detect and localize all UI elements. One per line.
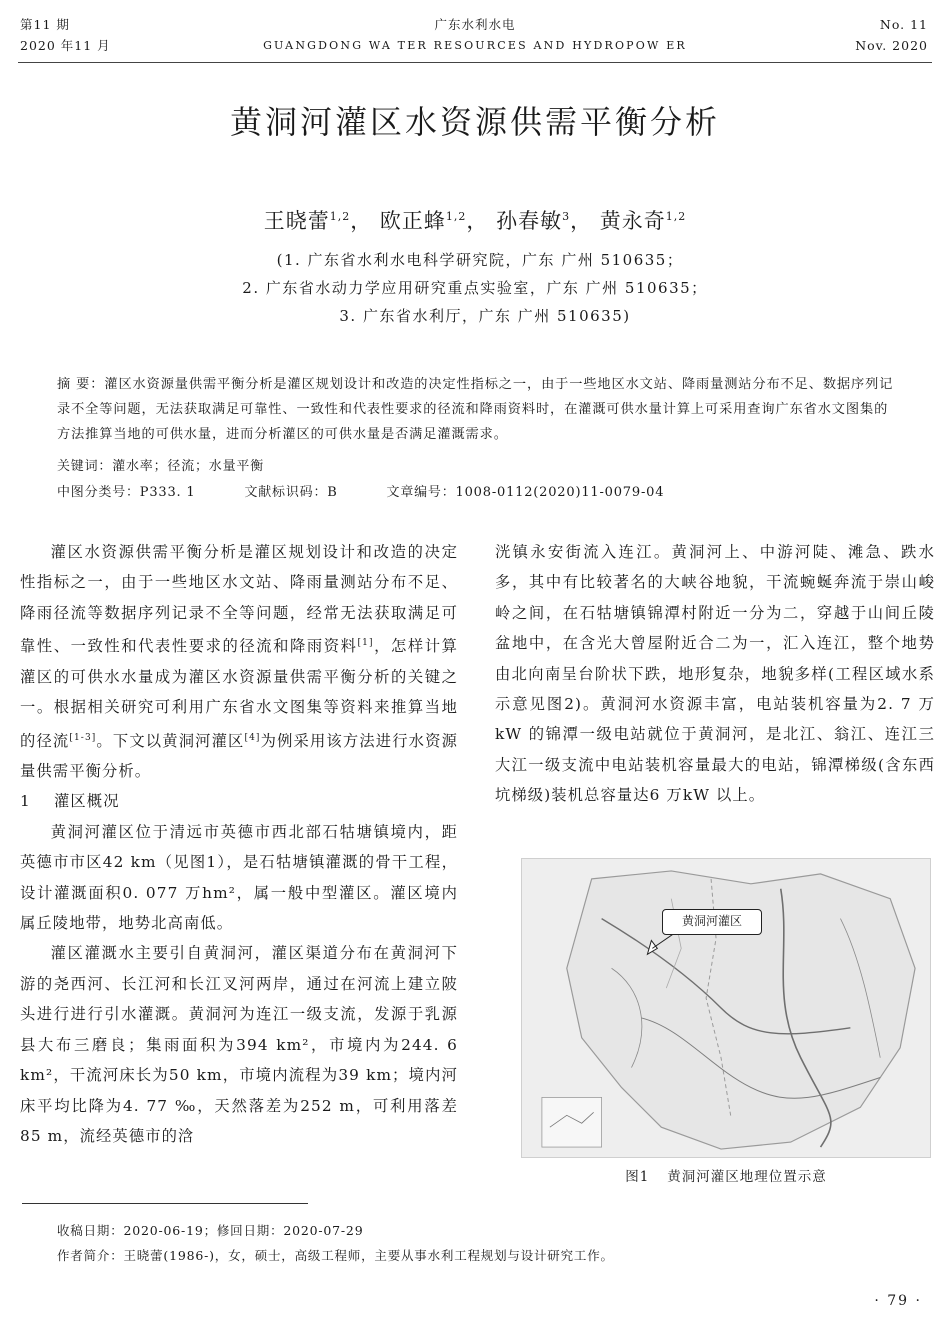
journal-name-cn: 广东水利水电 [434,17,516,32]
paper-title: 黄洞河灌区水资源供需平衡分析 [229,103,720,141]
text-run: ，怎样计算灌区的可供水水量成为灌区水资源量供需平衡分析的关键之一。根据相关研究可利用广东省水文图集等资料来推算当地的径流 [20,637,458,750]
section-title: 灌区概况 [54,792,120,811]
citation: [1-3] [69,732,97,743]
location-map-figure [521,858,931,1158]
issue-month-en: Nov. 2020 [855,38,928,53]
section-number: 1 [20,792,31,811]
figure-caption-text: 黄洞河灌区地理位置示意 [667,1169,827,1185]
body-column-right [495,537,935,811]
affiliation-3: 3. 广东省水利厅，广东 广州 510635) [339,307,631,325]
body-paragraph: 灌区灌溉水主要引自黄洞河，灌区渠道分布在黄洞河下游的尧西河、长江河和长江叉河两岸，通过在河流上建立陂头进行进行引水灌溉。黄洞河为连江一级支流，发源于乳源县大布三磨良；集雨面积为394 km²，市境内为244. 6 km²，干流河床长为50 km，市境内流程为39 km；境内河床平均比降为4. 77 ‰，天然落差为252 m，可利用落差85 m，流经英德市的浛 [20,944,458,1145]
author-affil-sup: 1,2 [329,210,351,223]
keywords: 关键词：灌水率；径流；水量平衡 [57,459,265,474]
abstract [57,372,899,447]
citation: [4] [244,732,261,743]
figure-caption [521,1165,931,1185]
affiliation-2: 2. 广东省水动力学应用研究重点实验室，广东 广州 510635； [242,279,708,297]
page-number: · 79 · [874,1293,922,1309]
footnote-divider [22,1203,308,1204]
issue-number: 第11 期 [20,17,70,32]
clc-number: 中图分类号：P333. 1 [57,485,196,500]
figure-label: 图1 [625,1169,650,1185]
journal-name [0,14,950,56]
map-callout-label: 黄洞河灌区 [662,909,762,935]
author-affil-sup: 1,2 [665,210,687,223]
article-number: 文章编号：1008-0112(2020)11-0079-04 [386,485,665,500]
author-affil-sup: 1,2 [445,210,467,223]
affiliation-1: (1. 广东省水利水电科学研究院，广东 广州 510635； [276,251,684,269]
received-date-note: 收稿日期：2020-06-19；修回日期：2020-07-29 [57,1223,364,1238]
author-name: 王晓蕾 [263,209,330,233]
body-paragraph: 洸镇永安街流入连江。黄洞河上、中游河陡、滩急、跌水多，其中有比较著名的大峡谷地貌，干流蜿蜒奔流于崇山峻岭之间，在石牯塘镇锦潭村附近一分为二，穿越于山间丘陵盆地中，在含光大曾屋附近合二为一，汇入连江，整个地势由北向南呈台阶状下跌，地形复杂，地貌多样(工程区域水系示意见图2)。黄洞河水资源丰富，电站装机容量为2. 7 万kW 的锦潭一级电站就位于黄洞河，是北江、翁江、连江三大江一级支流中电站装机容量最大的电站，锦潭梯级(含东西坑梯级)装机总容量达6 万kW 以上。 [495,543,935,805]
header-divider [18,62,932,63]
journal-name-en: GUANGDONG WA TER RESOURCES AND HYDROPOW ER [263,39,687,52]
citation: [1] [357,638,374,649]
body-paragraph [20,537,458,786]
abstract-label: 摘 要： [57,377,105,392]
map-image [522,859,930,1157]
body-paragraph: 黄洞河灌区位于清远市英德市西北部石牯塘镇境内，距英德市市区42 km（见图1），是石牯塘镇灌溉的骨干工程，设计灌溉面积0. 077 万hm²，属一般中型灌区。灌区境内属丘陵地带，地势北高南低。 [20,822,458,933]
author-affil-sup: 3 [562,210,571,223]
text-run: 。下文以黄洞河灌区 [96,731,245,750]
section-heading [20,786,458,816]
author-bio-note: 作者简介：王晓蕾(1986-)，女，硕士，高级工程师，主要从事水利工程规划与设计研究工作。 [57,1248,614,1263]
text-run: 为例采用该方法进行水资源量供需平衡分析。 [20,731,458,781]
body-column-left [20,537,458,1151]
author-name: 欧正蜂 [379,209,446,233]
document-code: 文献标识码：B [244,485,338,500]
issue-date: 2020 年11 月 [20,38,111,53]
author-name: 黄永奇 [599,209,666,233]
classification-line [57,481,708,500]
author-list: 王晓蕾$^{1,2}$， 欧正蜂$^{1,2}$， 孙春敏$^3$， 黄永奇$^{1,2}$ [263,209,687,233]
issue-info-en [855,14,928,56]
abstract-text: 灌区水资源量供需平衡分析是灌区规划设计和改造的决定性指标之一，由于一些地区水文站、降雨量测站分布不足、数据序列记录不全等问题，无法获取满足可靠性、一致性和代表性要求的径流和降雨资料时，在灌溉可供水量计算上可采用查询广东省水文图集的方法推算当地的可供水量，进而分析灌区的可供水量是否满足灌溉需求。 [57,377,894,442]
text-run: 灌区水资源供需平衡分析是灌区规划设计和改造的决定性指标之一，由于一些地区水文站、降雨量测站分布不足、降雨径流等数据序列记录不全等问题，经常无法获取满足可靠性、一致性和代表性要求的径流和降雨资料 [20,543,458,656]
author-name: 孙春敏 [496,209,563,233]
issue-no-en: No. 11 [879,17,928,32]
